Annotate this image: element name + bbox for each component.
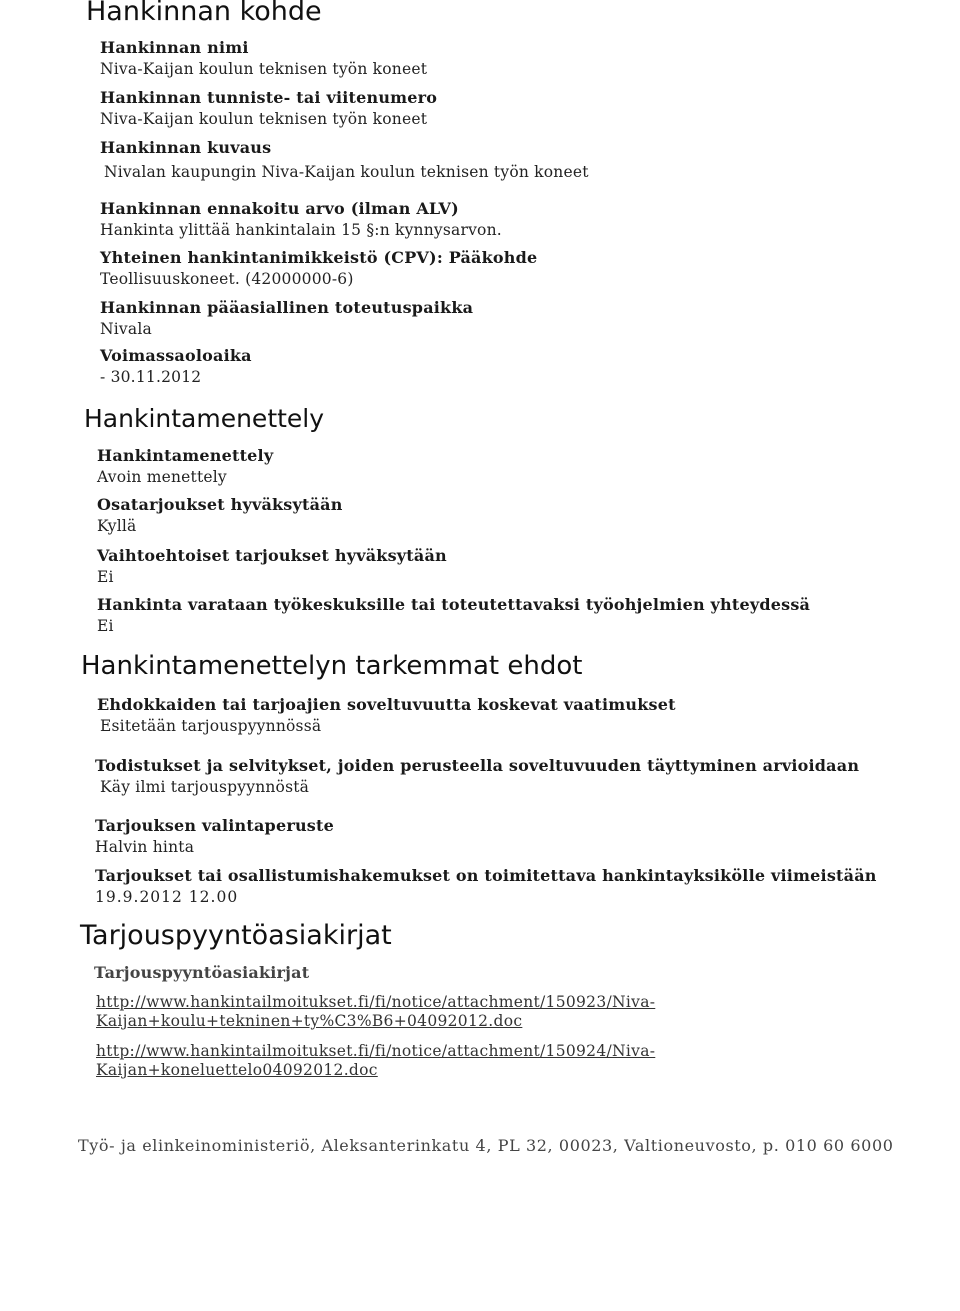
field-hankinnan-tunniste xyxy=(100,88,960,128)
field-vaihtoehtoiset xyxy=(97,546,960,586)
field-label: Yhteinen hankintanimikkeistö (CPV): Pääkohde xyxy=(100,248,538,267)
field-hankinnan-kuvaus xyxy=(100,138,960,181)
field-value: Nivala xyxy=(100,320,152,338)
field-hankinnan-nimi xyxy=(100,38,960,78)
field-value: Ei xyxy=(97,568,114,586)
field-ennakoitu-arvo xyxy=(100,199,960,239)
field-value: Teollisuuskoneet. (42000000-6) xyxy=(100,270,354,288)
section-title-hankinnan-kohde: Hankinnan kohde xyxy=(86,0,322,27)
link-line[interactable]: http://www.hankintailmoitukset.fi/fi/notice/attachment/150923/Niva- xyxy=(96,993,656,1011)
field-label: Tarjouksen valintaperuste xyxy=(95,816,334,835)
field-value: Halvin hinta xyxy=(95,838,195,856)
field-maaraaika xyxy=(95,866,960,906)
attachment-link-1[interactable] xyxy=(96,993,960,1031)
field-label: Voimassaoloaika xyxy=(100,346,252,365)
field-voimassaoloaika xyxy=(100,346,960,386)
field-value: Niva-Kaijan koulun teknisen työn koneet xyxy=(100,60,428,78)
field-label: Hankinnan kuvaus xyxy=(100,138,272,157)
field-label: Osatarjoukset hyväksytään xyxy=(97,495,343,514)
section-title-hankintamenettely: Hankintamenettely xyxy=(84,404,325,433)
field-label: Hankinnan nimi xyxy=(100,38,249,57)
field-value: Ei xyxy=(97,617,114,635)
field-value: Nivalan kaupungin Niva-Kaijan koulun teknisen työn koneet xyxy=(104,163,589,181)
field-tarjouspyyntoasiakirjat xyxy=(94,963,960,982)
field-label: Vaihtoehtoiset tarjoukset hyväksytään xyxy=(97,546,447,565)
field-value: Esitetään tarjouspyynnössä xyxy=(100,717,322,735)
field-label: Hankinnan tunniste- tai viitenumero xyxy=(100,88,438,107)
link-line[interactable]: http://www.hankintailmoitukset.fi/fi/notice/attachment/150924/Niva- xyxy=(96,1042,656,1060)
field-label: Hankinta varataan työkeskuksille tai toteutettavaksi työohjelmien yhteydessä xyxy=(97,595,811,614)
field-value: Kyllä xyxy=(97,517,137,535)
field-osatarjoukset xyxy=(97,495,960,535)
field-label: Hankintamenettely xyxy=(97,446,274,465)
field-label: Hankinnan pääasiallinen toteutuspaikka xyxy=(100,298,474,317)
field-todistukset xyxy=(95,756,960,796)
field-value: 19.9.2012 12.00 xyxy=(95,888,239,906)
field-value: Hankinta ylittää hankintalain 15 §:n kynnysarvon. xyxy=(100,221,502,239)
field-label: Ehdokkaiden tai tarjoajien soveltuvuutta koskevat vaatimukset xyxy=(97,695,676,714)
section-title-tarkemmat-ehdot: Hankintamenettelyn tarkemmat ehdot xyxy=(81,651,583,681)
attachment-link-2[interactable] xyxy=(96,1042,960,1080)
field-cpv xyxy=(100,248,960,288)
section-title-tarjouspyyntoasiakirjat: Tarjouspyyntöasiakirjat xyxy=(80,920,392,951)
field-value: Avoin menettely xyxy=(97,468,227,486)
field-tyokeskukset xyxy=(97,595,960,635)
field-value: - 30.11.2012 xyxy=(100,368,202,386)
link-line[interactable]: Kaijan+koulu+tekninen+ty%C3%B6+04092012.doc xyxy=(96,1012,523,1030)
field-label: Tarjouspyyntöasiakirjat xyxy=(94,963,310,982)
link-line[interactable]: Kaijan+koneluettelo04092012.doc xyxy=(96,1061,378,1079)
field-value: Niva-Kaijan koulun teknisen työn koneet xyxy=(100,110,428,128)
field-label: Hankinnan ennakoitu arvo (ilman ALV) xyxy=(100,199,459,218)
field-label: Todistukset ja selvitykset, joiden perusteella soveltuvuuden täyttyminen arvioidaan xyxy=(95,756,860,775)
field-label: Tarjoukset tai osallistumishakemukset on toimitettava hankintayksikölle viimeistään xyxy=(95,866,877,885)
field-soveltuvuusvaatimukset xyxy=(97,695,960,735)
field-value: Käy ilmi tarjouspyynnöstä xyxy=(100,778,310,796)
field-toteutuspaikka xyxy=(100,298,960,338)
field-hankintamenettely xyxy=(97,446,960,486)
page-footer: Työ- ja elinkeinoministeriö, Aleksanterinkatu 4, PL 32, 00023, Valtioneuvosto, p. 010 60 6000 xyxy=(78,1136,894,1155)
field-valintaperuste xyxy=(95,816,960,856)
